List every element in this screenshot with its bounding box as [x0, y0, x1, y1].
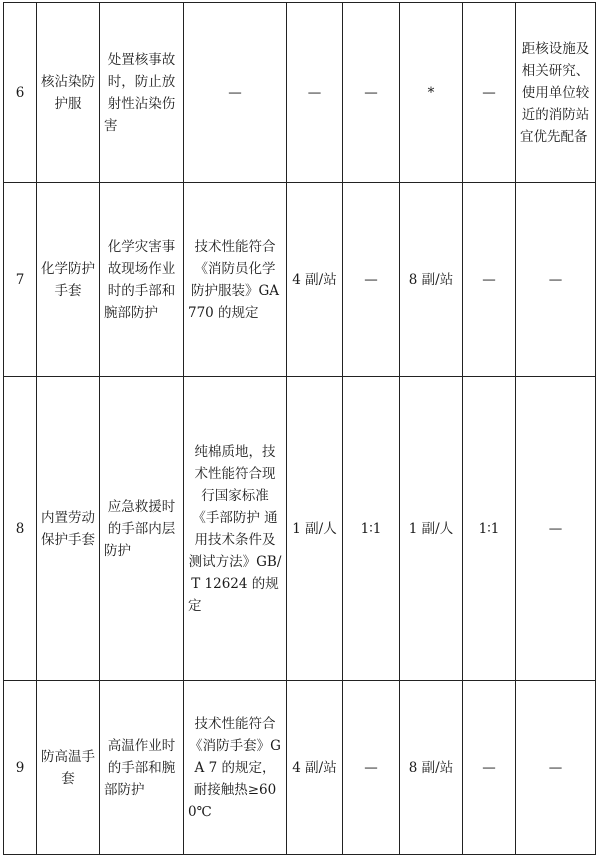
quantity-cell: 8 副/站 — [400, 681, 463, 855]
remark-cell: — — [516, 681, 596, 855]
equipment-use: 应急救援时的手部内层防护 — [100, 377, 184, 681]
table-row — [4, 681, 596, 855]
row-index: 6 — [4, 3, 37, 183]
remark-cell: — — [516, 377, 596, 681]
ratio-cell: — — [463, 183, 516, 377]
ratio-cell: — — [343, 3, 400, 183]
ratio-cell: — — [463, 681, 516, 855]
equipment-spec: 技术性能符合《消防手套》GA 7 的规定，耐接触热≥600℃ — [184, 681, 287, 855]
equipment-name: 化学防护手套 — [37, 183, 100, 377]
ratio-cell: — — [343, 681, 400, 855]
ratio-cell: 1∶1 — [343, 377, 400, 681]
equipment-use: 化学灾害事故现场作业时的手部和腕部防护 — [100, 183, 184, 377]
table-row — [4, 3, 596, 183]
remark-cell: 距核设施及相关研究、使用单位较近的消防站宜优先配备 — [516, 3, 596, 183]
equipment-name: 防高温手套 — [37, 681, 100, 855]
row-index: 7 — [4, 183, 37, 377]
quantity-cell: 4 副/站 — [287, 183, 343, 377]
equipment-name: 内置劳动保护手套 — [37, 377, 100, 681]
row-index: 8 — [4, 377, 37, 681]
ratio-cell: — — [463, 3, 516, 183]
quantity-cell: — — [287, 3, 343, 183]
equipment-table — [3, 2, 596, 855]
ratio-cell: 1∶1 — [463, 377, 516, 681]
row-index: 9 — [4, 681, 37, 855]
equipment-name: 核沾染防护服 — [37, 3, 100, 183]
quantity-cell: 4 副/站 — [287, 681, 343, 855]
quantity-cell: * — [400, 3, 463, 183]
quantity-cell: 1 副/人 — [400, 377, 463, 681]
equipment-use: 高温作业时的手部和腕部防护 — [100, 681, 184, 855]
equipment-use: 处置核事故时，防止放射性沾染伤害 — [100, 3, 184, 183]
equipment-spec: — — [184, 3, 287, 183]
table-row — [4, 183, 596, 377]
equipment-spec: 纯棉质地，技术性能符合现行国家标准《手部防护 通用技术条件及测试方法》GB/T 12624 的规定 — [184, 377, 287, 681]
quantity-cell: 8 副/站 — [400, 183, 463, 377]
equipment-spec: 技术性能符合《消防员化学防护服装》GA 770 的规定 — [184, 183, 287, 377]
quantity-cell: 1 副/人 — [287, 377, 343, 681]
table-row — [4, 377, 596, 681]
remark-cell: — — [516, 183, 596, 377]
ratio-cell: — — [343, 183, 400, 377]
